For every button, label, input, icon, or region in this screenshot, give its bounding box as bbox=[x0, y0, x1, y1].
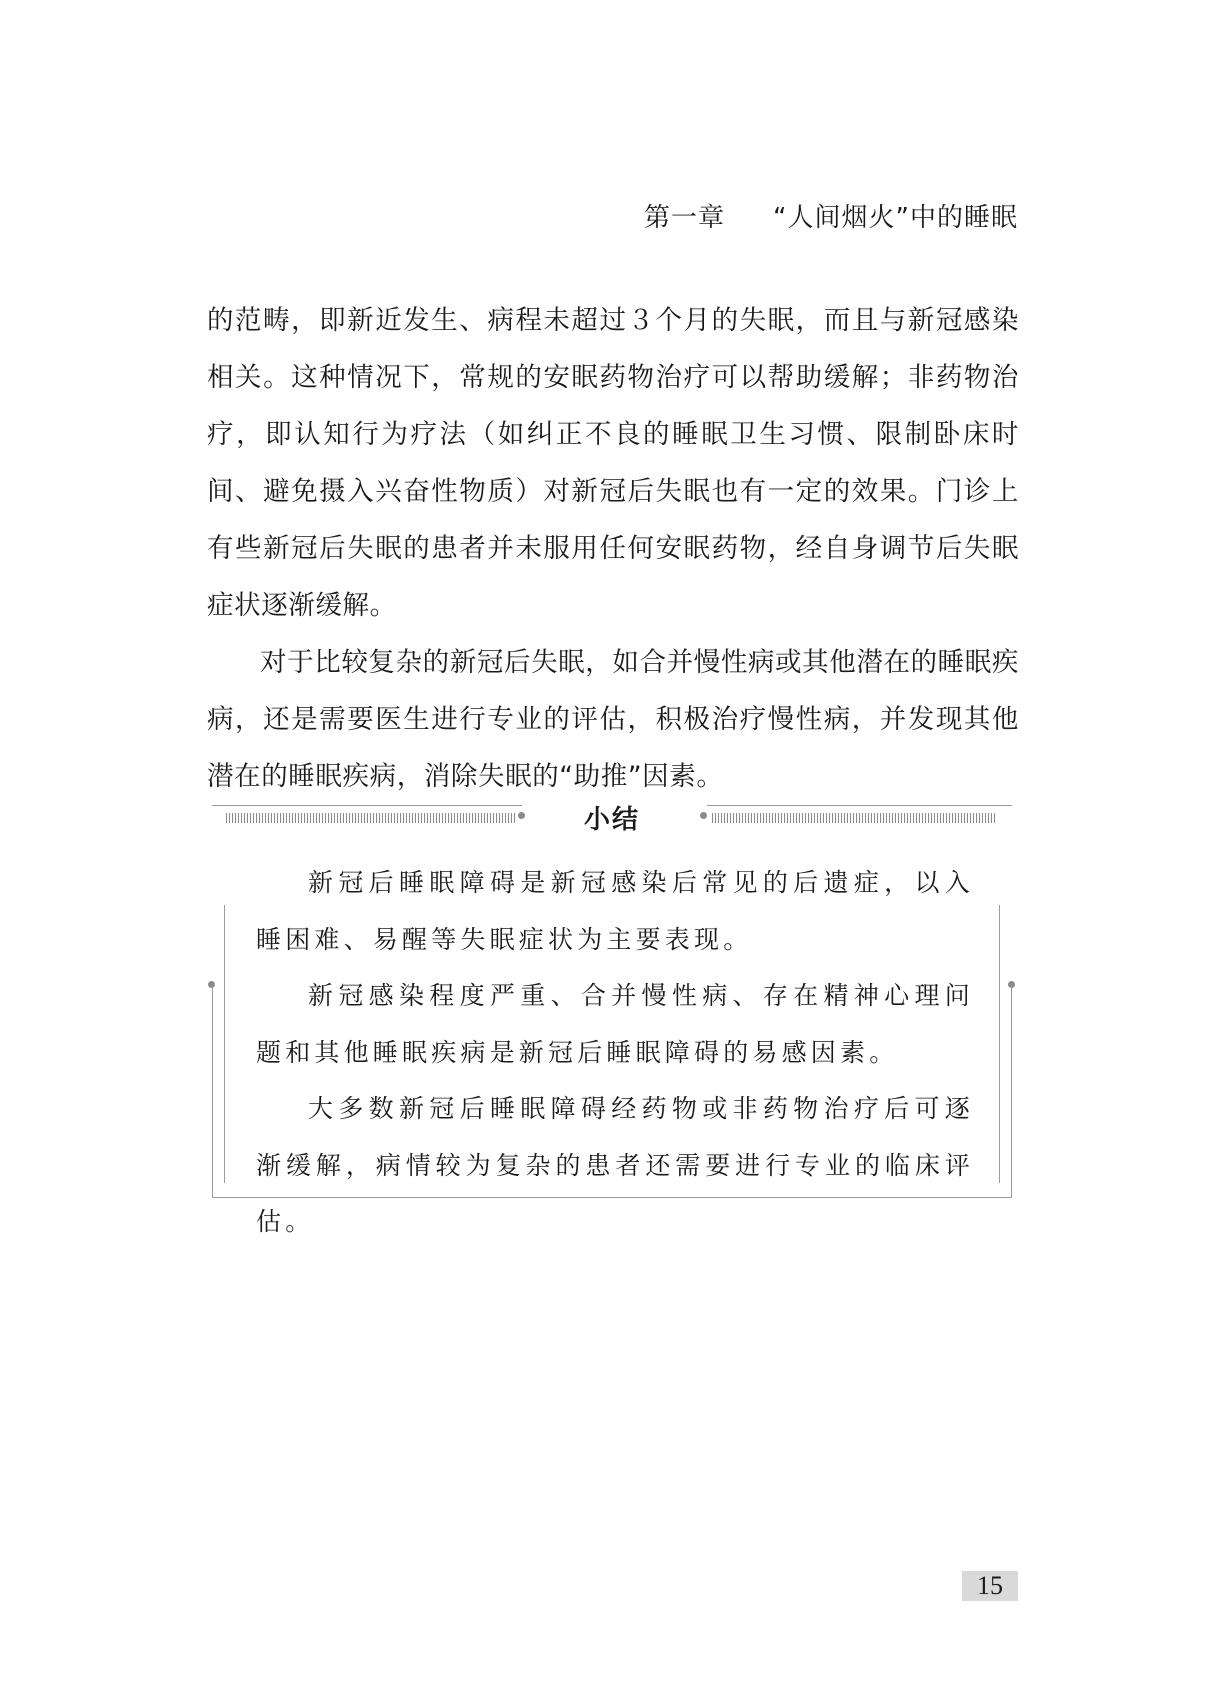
body-paragraph-2: 对于比较复杂的新冠后失眠，如合并慢性病或其他潜在的睡眠疾病，还是需要医生进行专业的评估，积极治疗慢性病，并发现其他潜在的睡眠疾病，消除失眠的“助推”因素。 bbox=[207, 647, 1019, 792]
summary-text bbox=[256, 855, 974, 1251]
summary-paragraph-2: 新冠感染程度严重、合并慢性病、存在精神心理问题和其他睡眠疾病是新冠后睡眠障碍的易感因素。 bbox=[256, 981, 974, 1067]
body-text bbox=[207, 292, 1019, 805]
chapter-label: 第一章 bbox=[644, 203, 726, 233]
summary-box bbox=[212, 795, 1012, 1236]
summary-border-left bbox=[212, 985, 213, 1197]
running-head bbox=[644, 197, 1018, 234]
summary-border-right-inner bbox=[999, 905, 1000, 1183]
summary-border-right bbox=[1011, 985, 1012, 1197]
page-number: 15 bbox=[962, 1571, 1018, 1601]
summary-border-left-inner bbox=[224, 905, 225, 1183]
chapter-title: “人间烟火”中的睡眠 bbox=[773, 203, 1018, 233]
summary-title: 小结 bbox=[583, 805, 640, 835]
summary-paragraph-3: 大多数新冠后睡眠障碍经药物或非药物治疗后可逐渐缓解，病情较为复杂的患者还需要进行专业的临床评估。 bbox=[256, 1094, 974, 1236]
summary-paragraph-1: 新冠后睡眠障碍是新冠感染后常见的后遗症，以入睡困难、易醒等失眠症状为主要表现。 bbox=[256, 868, 974, 954]
body-paragraph-1: 的范畴，即新近发生、病程未超过３个月的失眠，而且与新冠感染相关。这种情况下，常规的安眠药物治疗可以帮助缓解；非药物治疗，即认知行为疗法（如纠正不良的睡眠卫生习惯、限制卧床时间、避免摄入兴奋性物质）对新冠后失眠也有一定的效果。门诊上有些新冠后失眠的患者并未服用任何安眠药物，经自身调节后失眠症状逐渐缓解。 bbox=[207, 305, 1019, 621]
